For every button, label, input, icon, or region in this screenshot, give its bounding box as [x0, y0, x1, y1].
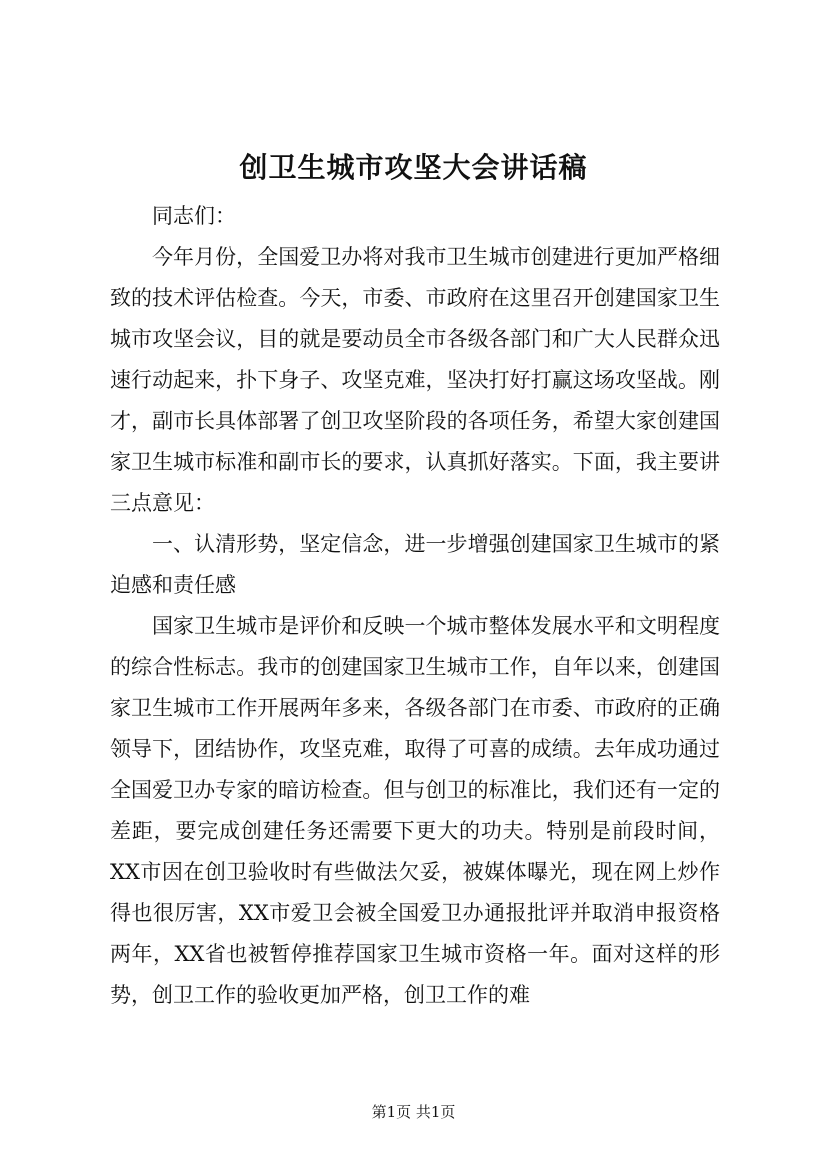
section-heading-1: 一、认清形势，坚定信念，进一步增强创建国家卫生城市的紧迫感和责任感: [110, 532, 720, 597]
section-1-paragraph: 国家卫生城市是评价和反映一个城市整体发展水平和文明程度的综合性标志。我市的创建国家卫生城市工作，自年以来，创建国家卫生城市工作开展两年多来，各级各部门在市委、市政府的正确领导下，团结协作，攻坚克难，取得了可喜的成绩。去年成功通过全国爱卫办专家的暗访检查。但与创卫的标准比，我们还有一定的差距，要完成创建任务还需要下更大的功夫。特别是前段时间，XX市因在创卫验收时有些做法欠妥，被媒体曝光，现在网上炒作得也很厉害，XX市爱卫会被全国爱卫办通报批评并取消申报资格两年，XX省也被暂停推荐国家卫生城市资格一年。面对这样的形势，创卫工作的验收更加严格，创卫工作的难: [110, 614, 720, 1007]
intro-paragraph: 今年月份，全国爱卫办将对我市卫生城市创建进行更加严格细致的技术评估检查。今天，市委、市政府在这里召开创建国家卫生城市攻坚会议，目的就是要动员全市各级各部门和广大人民群众迅速行动起来，扑下身子、攻坚克难，坚决打好打赢这场攻坚战。刚才，副市长具体部署了创卫攻坚阶段的各项任务，希望大家创建国家卫生城市标准和副市长的要求，认真抓好落实。下面，我主要讲三点意见：: [110, 245, 720, 515]
document-title: 创卫生城市攻坚大会讲话稿: [239, 151, 588, 184]
document-body: [110, 196, 720, 1016]
salutation-paragraph: 同志们：: [152, 204, 236, 228]
page-footer: 第1页 共1页: [371, 1103, 456, 1121]
